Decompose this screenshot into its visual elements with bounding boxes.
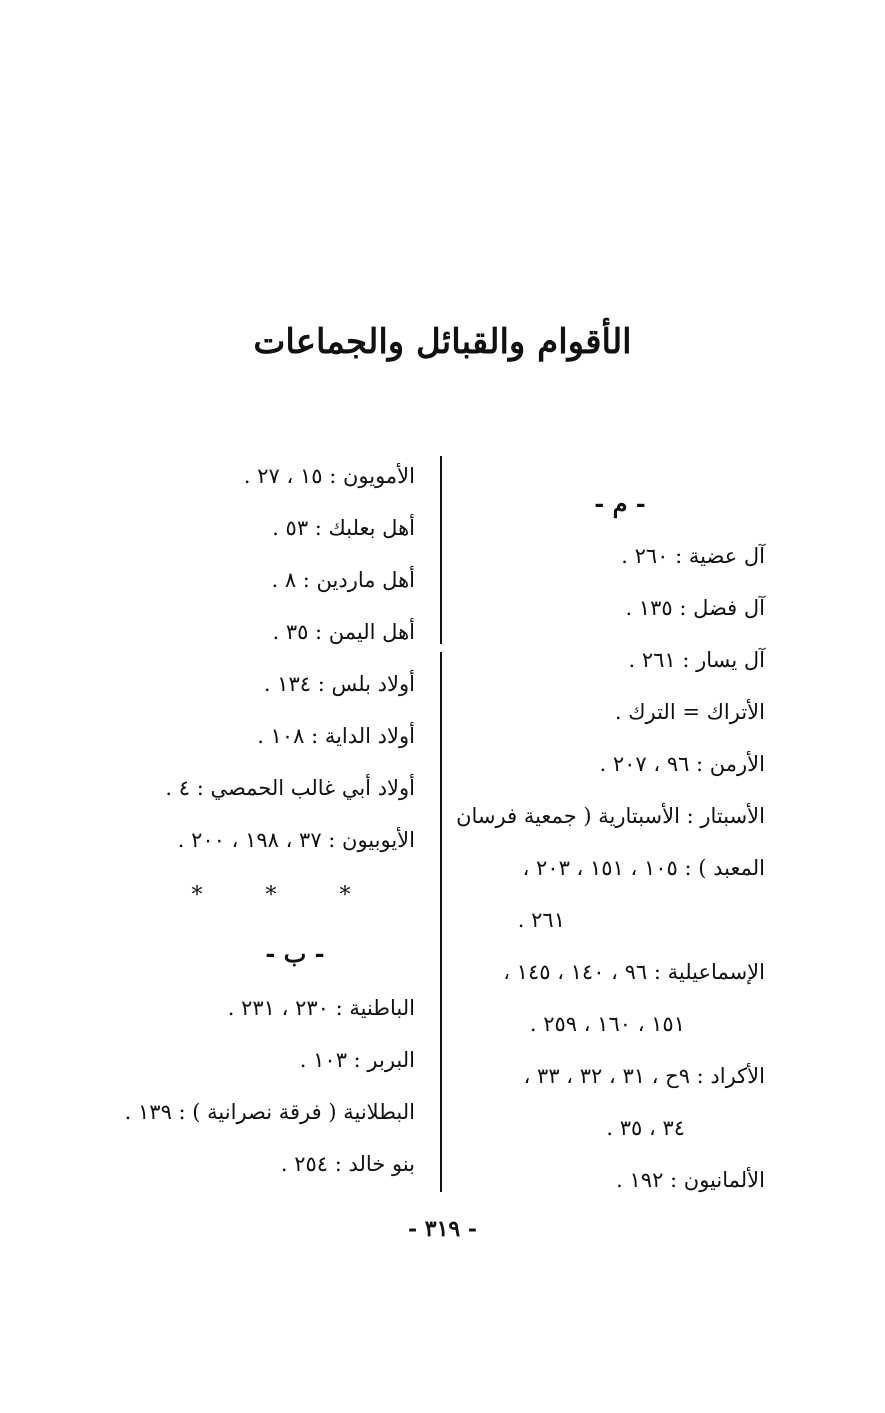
index-entry: أولاد أبي غالب الحمصي : ٤ . bbox=[165, 776, 415, 800]
page-number: - ٣١٩ - bbox=[407, 1216, 478, 1242]
index-column-left bbox=[55, 450, 415, 1190]
index-entry: الباطنية : ٢٣٠ ، ٢٣١ . bbox=[227, 996, 415, 1020]
index-column-right bbox=[435, 478, 765, 1206]
index-entry: المعبد ) : ١٠٥ ، ١٥١ ، ٢٠٣ ، bbox=[522, 856, 765, 880]
index-entry: الأيوبيون : ٣٧ ، ١٩٨ ، ٢٠٠ . bbox=[177, 828, 415, 852]
index-entry: الألمانيون : ١٩٢ . bbox=[616, 1168, 765, 1192]
index-entry: البربر : ١٠٣ . bbox=[299, 1048, 415, 1072]
letter-header-meem: - م - bbox=[594, 489, 646, 518]
index-entry: الأمويون : ١٥ ، ٢٧ . bbox=[243, 464, 415, 488]
index-entry-continuation: ٣٤ ، ٣٥ . bbox=[606, 1116, 685, 1140]
letter-header-ba: - ب - bbox=[265, 939, 325, 968]
index-entry: آل يسار : ٢٦١ . bbox=[628, 648, 765, 672]
index-entry: آل فضل : ١٣٥ . bbox=[625, 596, 765, 620]
index-entry: أولاد الداية : ١٠٨ . bbox=[257, 724, 415, 748]
index-entry: الأسبتار : الأسبتارية ( جمعية فرسان bbox=[456, 804, 765, 828]
index-entry: بنو خالد : ٢٥٤ . bbox=[280, 1152, 415, 1176]
index-entry: أهل ماردين : ٨ . bbox=[271, 568, 415, 592]
index-entry: الأكراد : ٩ح ، ٣١ ، ٣٢ ، ٣٣ ، bbox=[523, 1064, 765, 1088]
index-entry: أولاد بلس : ١٣٤ . bbox=[263, 672, 415, 696]
index-entry-continuation: ٢٦١ . bbox=[517, 908, 565, 932]
index-entry: الإسماعيلية : ٩٦ ، ١٤٠ ، ١٤٥ ، bbox=[503, 960, 765, 984]
index-entry: الأرمن : ٩٦ ، ٢٠٧ . bbox=[599, 752, 765, 776]
section-separator-stars: * * * bbox=[191, 883, 379, 908]
index-entry: آل عضية : ٢٦٠ . bbox=[621, 544, 765, 568]
index-entry: البطلانية ( فرقة نصرانية ) : ١٣٩ . bbox=[124, 1100, 415, 1124]
index-entry: أهل بعلبك : ٥٣ . bbox=[272, 516, 415, 540]
index-entry-continuation: ١٥١ ، ١٦٠ ، ٢٥٩ . bbox=[529, 1012, 685, 1036]
index-entry: الأتراك = الترك . bbox=[614, 700, 765, 724]
index-entry: أهل اليمن : ٣٥ . bbox=[272, 620, 415, 644]
page-title: الأقوام والقبائل والجماعات bbox=[253, 322, 632, 362]
